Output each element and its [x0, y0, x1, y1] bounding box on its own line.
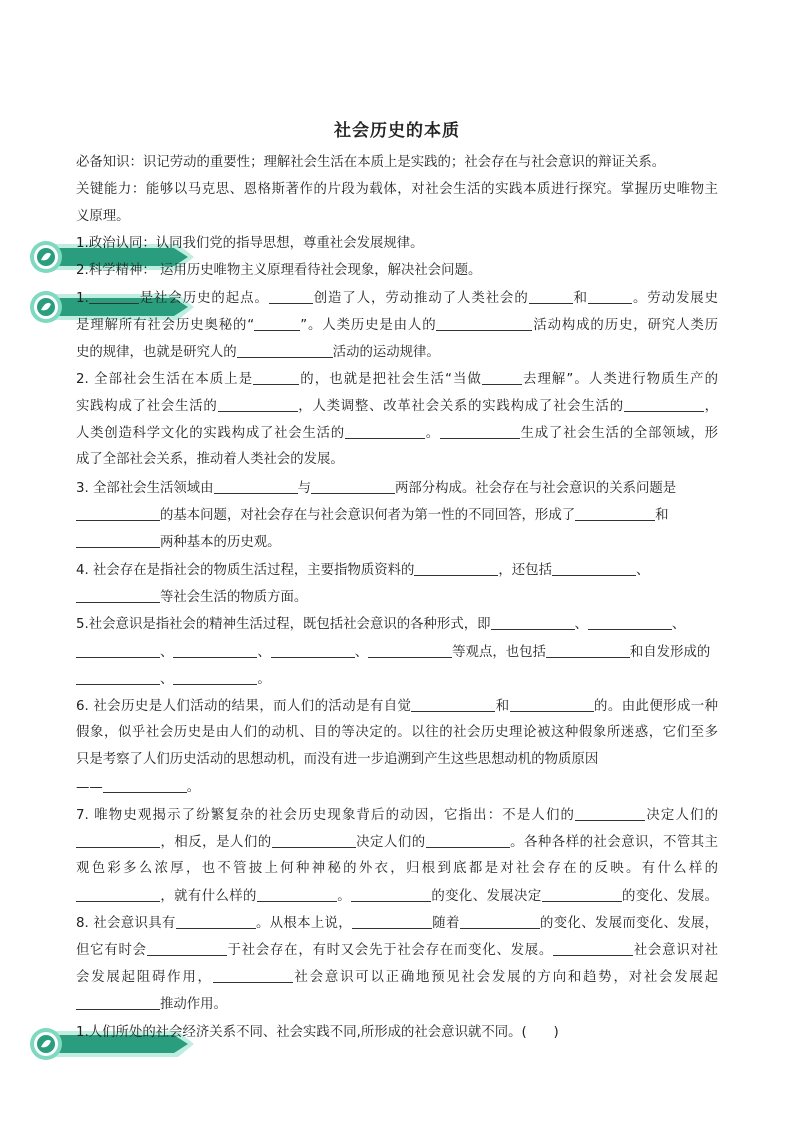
blank[interactable]	[214, 479, 298, 494]
literacy-line-1: 1.政治认同：认同我们党的指导思想，尊重社会发展规律。	[76, 236, 424, 251]
blank[interactable]	[176, 914, 256, 929]
blank[interactable]	[76, 588, 160, 603]
blank[interactable]	[269, 289, 313, 304]
blank[interactable]	[218, 397, 298, 412]
blank[interactable]	[491, 615, 575, 630]
blank[interactable]	[253, 370, 299, 385]
blank[interactable]	[542, 887, 622, 902]
blank[interactable]	[411, 697, 495, 712]
blank[interactable]	[103, 778, 187, 793]
blank[interactable]	[76, 533, 160, 548]
blank[interactable]	[173, 670, 257, 685]
blank[interactable]	[426, 833, 510, 848]
blank[interactable]	[368, 643, 452, 658]
intro-line-1: 必备知识：识记劳动的重要性；理解社会生活在本质上是实践的；社会存在与社会意识的辩证关系。	[76, 155, 666, 170]
blank[interactable]	[76, 643, 160, 658]
q2-line-3: 人类创造科学文化的实践构成了社会生活的 。 生成了社会生活的全部领域，形	[76, 426, 719, 441]
intro-line-2: 关键能力：能够以马克思、恩格斯著作的片段为载体，对社会生活的实践本质进行探究。掌握历史唯物主	[76, 182, 718, 197]
blank[interactable]	[254, 316, 300, 331]
blank[interactable]	[271, 643, 355, 658]
blank[interactable]	[588, 289, 632, 304]
q7-line-4: ，就有什么样的 。 的变化、发展决定 的变化、发展。	[76, 887, 718, 906]
blank[interactable]	[552, 561, 636, 576]
q7-line-1: 7. 唯物史观揭示了纷繁复杂的社会历史现象背后的动因，它指出：不是人们的 决定人们的	[76, 808, 719, 823]
blank[interactable]	[414, 561, 498, 576]
q3-line-2: 的基本问题，对社会存在与社会意识何者为第一性的不同回答，形成了 和	[76, 506, 669, 525]
q2-line-2: 实践构成了社会生活的 ，人类调整、改革社会关系的实践构成了社会生活的 ，	[76, 399, 719, 414]
q1-line-3: 史的规律，也就是研究人的 活动的运动规律。	[76, 345, 440, 360]
q8-line-1: 8. 社会意识具有 。从根本上说， 随着 的变化、发展而变化、发展，	[76, 916, 719, 931]
blank[interactable]	[546, 643, 630, 658]
q6-line-3: 只是考察了人们历史活动的思想动机，而没有进一步追溯到产生这些思想动机的物质原因	[76, 752, 599, 767]
blank[interactable]	[173, 643, 257, 658]
blank[interactable]	[76, 887, 160, 902]
q3-line-1: 3. 全部社会生活领域由 与 两部分构成。社会存在与社会意识的关系问题是	[76, 481, 677, 496]
blank[interactable]	[482, 370, 522, 385]
blank[interactable]	[436, 316, 532, 331]
blank[interactable]	[440, 424, 520, 439]
blank[interactable]	[624, 397, 704, 412]
judge-question-1: 1.人们所处的社会经济关系不同、社会实践不同,所形成的社会意识就不同。( )	[76, 1025, 559, 1040]
q5-line-3: 、 。	[76, 670, 271, 689]
q4-line-1: 4. 社会存在是指社会的物质生活过程，主要指物质资料的 ，还包括 、	[76, 563, 650, 578]
blank[interactable]	[213, 968, 293, 983]
q6-line-2: 假象，似乎社会历史是由人们的动机、目的等决定的。以往的社会历史理论被这种假象所迷惑，它们至多	[76, 725, 718, 740]
blank[interactable]	[588, 615, 672, 630]
blank[interactable]	[311, 479, 395, 494]
blank[interactable]	[237, 343, 333, 358]
literacy-line-2: 2.科学精神： 运用历史唯物主义原理看待社会现象，解决社会问题。	[76, 263, 482, 278]
q8-line-2: 但它有时会 于社会存在，有时又会先于社会存在而变化、发展。 社会意识对社	[76, 943, 719, 958]
q2-line-4: 成了全部社会关系，推动着人类社会的发展。	[76, 452, 344, 467]
page-title: 社会历史的本质	[334, 121, 460, 141]
blank[interactable]	[76, 995, 160, 1010]
blank[interactable]	[575, 806, 645, 821]
intro-line-3: 义原理。	[76, 209, 130, 224]
blank[interactable]	[510, 697, 594, 712]
q1-line-2: 是理解所有社会历史奥秘的“ ”。人类历史是由人的 活动构成的历史，研究人类历	[76, 318, 719, 333]
q1-line-1: 1. 是社会历史的起点。 创造了人，劳动推动了人类社会的 和 。劳动发展史	[76, 291, 719, 306]
q3-line-3: 两种基本的历史观。	[76, 533, 281, 552]
q5-line-1: 5.社会意识是指社会的精神生活过程，既包括社会意识的各种形式，即 、 、	[76, 617, 686, 632]
blank[interactable]	[575, 506, 655, 521]
q2-line-1: 2. 全部社会生活在本质上是 的，也就是把社会生活“当做 去理解”。人类进行物质生产的	[76, 372, 718, 387]
blank[interactable]	[352, 914, 432, 929]
blank[interactable]	[76, 833, 160, 848]
blank[interactable]	[345, 424, 425, 439]
blank[interactable]	[553, 941, 633, 956]
blank[interactable]	[76, 506, 160, 521]
blank[interactable]	[76, 670, 160, 685]
blank[interactable]	[529, 289, 573, 304]
blank[interactable]	[460, 914, 540, 929]
q7-line-2: ，相反，是人们的 决定人们的 。各种各样的社会意识，不管其主	[76, 833, 718, 852]
q8-line-3: 会发展起阻碍作用， 社会意识可以正确地预见社会发展的方向和趋势，对社会发展起	[76, 970, 718, 985]
q4-line-2: 等社会生活的物质方面。	[76, 588, 307, 607]
q6-line-4: —— 。	[76, 780, 201, 795]
blank[interactable]	[147, 941, 227, 956]
blank[interactable]	[351, 887, 431, 902]
q6-line-1: 6. 社会历史是人们活动的结果，而人们的活动是有自觉 和 的。由此便形成一种	[76, 699, 719, 714]
q8-line-4: 推动作用。	[76, 995, 227, 1014]
q7-line-3: 观色彩多么浓厚，也不管披上何种神秘的外衣，归根到底都是对社会存在的反映。有什么样的	[76, 861, 718, 876]
q5-line-2: 、 、 、 等观点，也包括 和自发形成的	[76, 643, 710, 662]
blank[interactable]	[272, 833, 356, 848]
blank[interactable]	[257, 887, 337, 902]
blank[interactable]	[89, 289, 139, 304]
